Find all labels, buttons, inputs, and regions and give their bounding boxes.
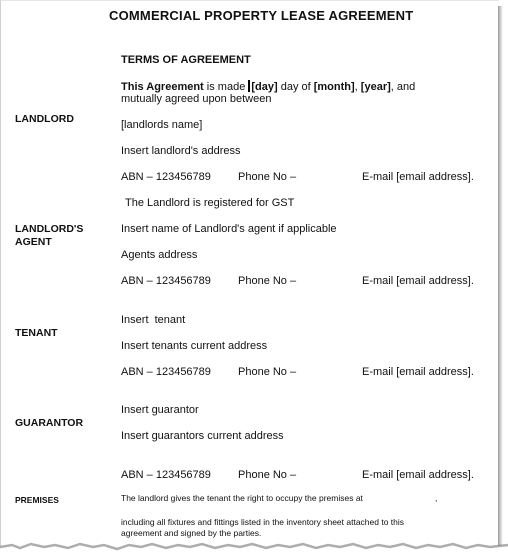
agent-name: Insert name of Landlord's agent if applicable	[121, 223, 337, 235]
guarantor-phone: Phone No –	[238, 469, 297, 481]
landlord-phone: Phone No –	[238, 171, 297, 183]
tenant-email-field[interactable]: [email address].	[396, 366, 474, 378]
torn-edge-graphic	[0, 541, 508, 555]
intro-is-made: is made	[203, 81, 249, 93]
landlord-email-label: E-mail	[362, 171, 397, 183]
tenant-label: TENANT	[15, 327, 58, 339]
terms-heading: TERMS OF AGREEMENT	[121, 54, 251, 66]
intro-line-2: mutually agreed upon between	[121, 93, 272, 105]
premises-label: PREMISES	[15, 495, 59, 505]
guarantor-abn: ABN – 123456789	[121, 469, 211, 481]
agent-label-line2: AGENT	[15, 236, 52, 248]
landlord-email-field[interactable]: [email address].	[396, 171, 474, 183]
agent-email-label: E-mail	[362, 275, 397, 287]
intro-comma: ,	[354, 81, 361, 93]
guarantor-email-label: E-mail	[362, 469, 397, 481]
premises-line-1: The landlord gives the tenant the right to occupy the premises at	[121, 493, 363, 503]
agent-abn: ABN – 123456789	[121, 275, 211, 287]
document-title: COMMERCIAL PROPERTY LEASE AGREEMENT	[109, 8, 414, 23]
landlord-email	[362, 171, 474, 184]
landlord-address: Insert landlord's address	[121, 145, 241, 157]
agent-address: Agents address	[121, 249, 198, 261]
agent-label-line1: LANDLORD'S	[15, 223, 84, 235]
premises-line-2: including all fixtures and fittings listed in the inventory sheet attached to this	[121, 517, 405, 527]
intro-line	[121, 80, 415, 94]
landlord-label: LANDLORD	[15, 113, 74, 125]
premises-line-3: agreement and signed by the parties.	[121, 528, 262, 538]
guarantor-email	[362, 469, 474, 482]
tenant-email	[362, 366, 474, 379]
tenant-address: Insert tenants current address	[121, 340, 268, 352]
landlord-name-field[interactable]: [landlords name]	[121, 119, 203, 131]
intro-and: , and	[390, 81, 416, 93]
guarantor-address: Insert guarantors current address	[121, 430, 284, 442]
tenant-name: Insert tenant	[121, 314, 186, 326]
agent-email-field[interactable]: [email address].	[396, 275, 474, 287]
guarantor-name: Insert guarantor	[121, 404, 199, 416]
agent-email	[362, 275, 474, 288]
tenant-email-label: E-mail	[362, 366, 397, 378]
year-field[interactable]: [year]	[360, 81, 391, 93]
premises-line-1-end: ,	[435, 493, 438, 503]
month-field[interactable]: [month]	[313, 81, 355, 93]
tenant-abn: ABN – 123456789	[121, 366, 211, 378]
landlord-abn: ABN – 123456789	[121, 171, 211, 183]
day-field[interactable]: [day]	[251, 81, 278, 93]
agent-phone: Phone No –	[238, 275, 297, 287]
landlord-gst-note: The Landlord is registered for GST	[125, 197, 295, 209]
intro-bold-lead: This Agreement	[121, 81, 204, 93]
guarantor-label: GUARANTOR	[15, 417, 84, 429]
page-shadow-right	[498, 6, 503, 548]
intro-day-of: day of	[277, 81, 314, 93]
tenant-phone: Phone No –	[238, 366, 297, 378]
guarantor-email-field[interactable]: [email address].	[396, 469, 474, 481]
